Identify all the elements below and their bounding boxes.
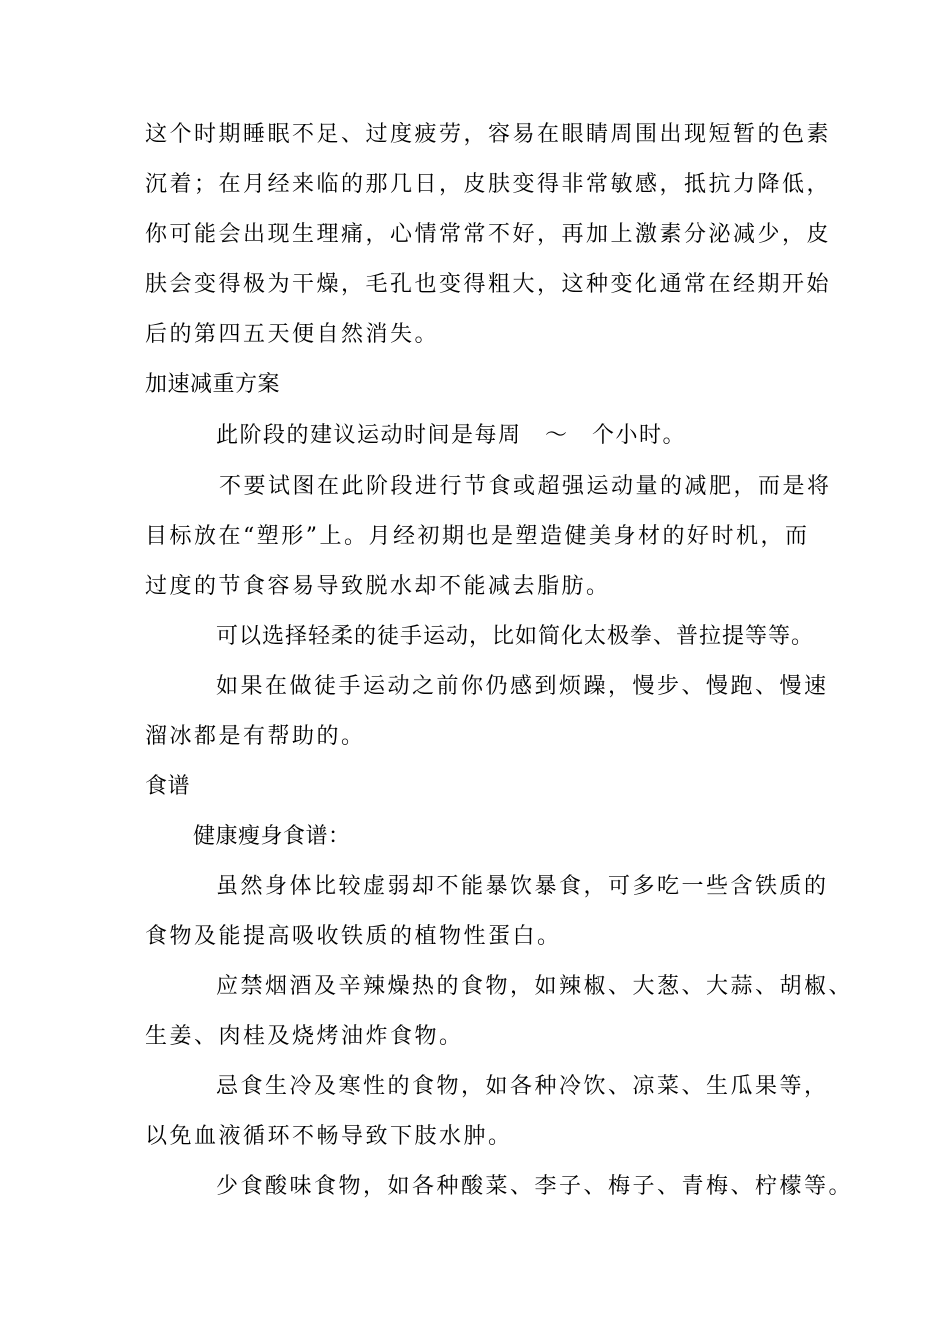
text-line: 溜冰都是有帮助的。 <box>145 724 366 749</box>
section-heading: 食谱 <box>145 774 191 799</box>
text-line: 忌食生冷及寒性的食物，如各种冷饮、凉菜、生瓜果等， <box>216 1074 829 1099</box>
text-line: 少食酸味食物，如各种酸菜、李子、梅子、青梅、柠檬等。 <box>216 1174 854 1199</box>
text-line: 目标放在“塑形”上。月经初期也是塑造健美身材的好时机，而 <box>145 524 810 549</box>
section-heading: 加速减重方案 <box>145 372 281 397</box>
text-line: 你可能会出现生理痛，心情常常不好，再加上激素分泌减少，皮 <box>145 222 832 247</box>
text-line: 这个时期睡眠不足、过度疲劳，容易在眼睛周围出现短暂的色素 <box>145 122 832 147</box>
text-line: 食物及能提高吸收铁质的植物性蛋白。 <box>145 924 562 949</box>
text-line: 沉着；在月经来临的那几日，皮肤变得非常敏感，抵抗力降低， <box>145 172 832 197</box>
text-line: 此阶段的建议运动时间是每周 ～ 个小时。 <box>216 423 687 448</box>
text-line: 如果在做徒手运动之前你仍感到烦躁，慢步、慢跑、慢速 <box>216 674 829 699</box>
text-line: 应禁烟酒及辛辣燥热的食物，如辣椒、大葱、大蒜、胡椒、 <box>216 974 854 999</box>
subheading: 健康瘦身食谱： <box>193 824 351 849</box>
text-line: 可以选择轻柔的徒手运动，比如简化太极拳、普拉提等等。 <box>216 624 815 649</box>
text-line: 过度的节食容易导致脱水却不能减去脂肪。 <box>145 574 611 599</box>
text-line: 生姜、肉桂及烧烤油炸食物。 <box>145 1024 464 1049</box>
text-line: 不要试图在此阶段进行节食或超强运动量的减肥，而是将 <box>219 474 832 499</box>
text-line: 后的第四五天便自然消失。 <box>145 322 440 347</box>
text-line: 肤会变得极为干燥，毛孔也变得粗大，这种变化通常在经期开始 <box>145 272 832 297</box>
text-line: 虽然身体比较虚弱却不能暴饮暴食，可多吃一些含铁质的 <box>216 874 829 899</box>
text-line: 以免血液循环不畅导致下肢水肿。 <box>145 1124 513 1149</box>
